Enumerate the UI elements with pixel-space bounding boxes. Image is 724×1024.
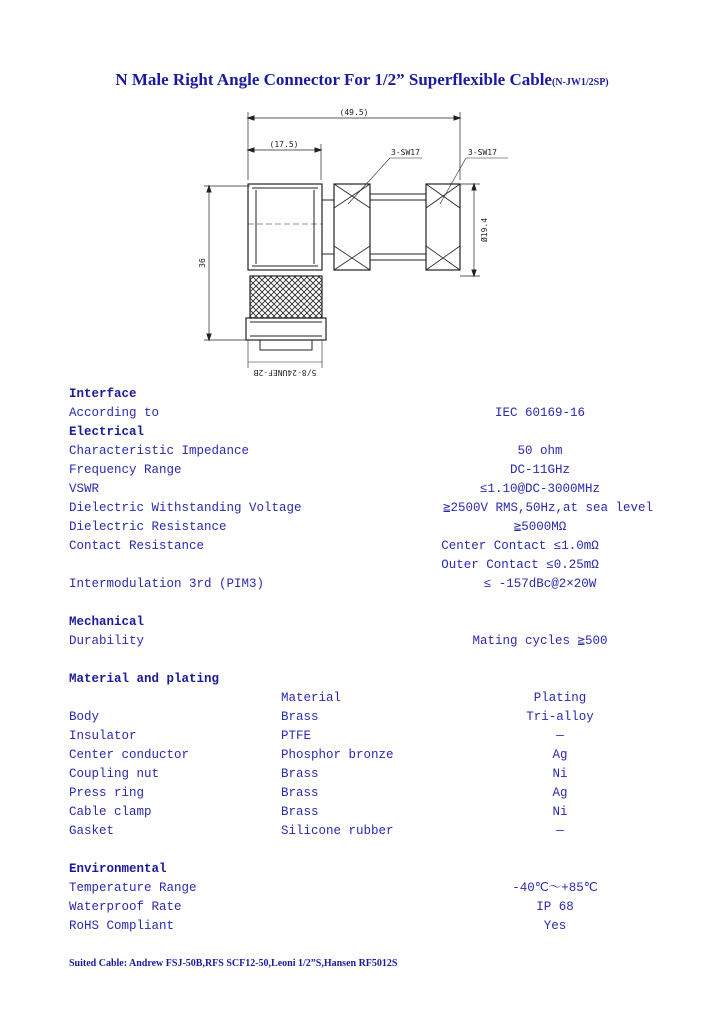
material-header: Material and plating (69, 672, 220, 686)
spec-value: Outer Contact ≤0.25mΩ (441, 558, 599, 572)
electrical-row (0, 556, 724, 575)
part-material: Brass (281, 786, 319, 800)
part-plating: — (556, 824, 564, 838)
dim-overall-length: (49.5) (339, 108, 369, 117)
spec-value: ≤1.10@DC-3000MHz (479, 482, 601, 496)
environmental-row (0, 898, 724, 917)
dim-diameter: Ø19.4 (480, 217, 489, 243)
electrical-row (0, 499, 724, 518)
part-material: Brass (281, 805, 319, 819)
spec-value: ≧5000MΩ (513, 520, 567, 534)
hex-size-right: 3-SW17 (468, 148, 497, 157)
part-material: PTFE (281, 729, 312, 743)
part-plating: Ni (552, 805, 568, 819)
part-name: Insulator (69, 729, 137, 743)
electrical-row (0, 480, 724, 499)
spec-label: Temperature Range (69, 881, 197, 895)
suited-cable-note: Suited Cable: Andrew FSJ-50B,RFS SCF12-50,Leoni 1/2”S,Hansen RF5012S (69, 958, 398, 969)
environmental-row (0, 917, 724, 936)
electrical-row (0, 575, 724, 594)
spec-value: ≧2500V RMS,50Hz,at sea level (442, 501, 654, 515)
material-column-headers (0, 689, 724, 708)
material-column-header: Material (281, 691, 342, 705)
part-name: Gasket (69, 824, 115, 838)
spec-value: 50 ohm (517, 444, 563, 458)
spec-label: RoHS Compliant (69, 919, 175, 933)
thread-spec: 5/8-24UNEF-2B (253, 368, 317, 377)
spec-label: VSWR (69, 482, 100, 496)
material-row (0, 803, 724, 822)
interface-header: Interface (69, 387, 137, 401)
part-name: Cable clamp (69, 805, 152, 819)
part-material: Silicone rubber (281, 824, 394, 838)
spec-label: Intermodulation 3rd (PIM3) (69, 577, 265, 591)
spec-value: Center Contact ≤1.0mΩ (441, 539, 599, 553)
spec-label: Durability (69, 634, 145, 648)
spec-value: Mating cycles ≧500 (472, 634, 608, 648)
spec-value: DC-11GHz (509, 463, 570, 477)
part-name: Body (69, 710, 100, 724)
part-plating: — (556, 729, 564, 743)
title-main: N Male Right Angle Connector For 1/2” Superflexible Cable (115, 70, 552, 89)
part-plating: Ag (552, 748, 568, 762)
page-title (0, 70, 724, 90)
material-row (0, 746, 724, 765)
environmental-row (0, 879, 724, 898)
spec-label: Dielectric Resistance (69, 520, 227, 534)
part-name: Center conductor (69, 748, 190, 762)
spec-label: According to (69, 406, 160, 420)
dim-body-length: (17.5) (269, 140, 299, 149)
electrical-header: Electrical (69, 425, 145, 439)
connector-drawing (190, 100, 530, 380)
spec-label: Characteristic Impedance (69, 444, 250, 458)
spec-value: IP 68 (536, 900, 574, 914)
electrical-row (0, 537, 724, 556)
electrical-row (0, 442, 724, 461)
material-row (0, 708, 724, 727)
part-plating: Ni (552, 767, 568, 781)
part-material: Brass (281, 767, 319, 781)
electrical-row (0, 518, 724, 537)
part-plating: Tri-alloy (526, 710, 594, 724)
spec-value: -40℃～+85℃ (512, 881, 598, 895)
dim-height: 36 (198, 258, 207, 268)
spec-label: Dielectric Withstanding Voltage (69, 501, 302, 515)
interface-row (0, 404, 724, 423)
material-row (0, 727, 724, 746)
material-row (0, 822, 724, 841)
part-material: Phosphor bronze (281, 748, 394, 762)
mechanical-row (0, 632, 724, 651)
environmental-header: Environmental (69, 862, 167, 876)
material-row (0, 784, 724, 803)
material-row (0, 765, 724, 784)
hex-size-left: 3-SW17 (391, 148, 420, 157)
spec-value: IEC 60169-16 (494, 406, 585, 420)
mechanical-header: Mechanical (69, 615, 145, 629)
plating-column-header: Plating (533, 691, 587, 705)
spec-value: ≤ -157dBc@2×20W (483, 577, 597, 591)
part-name: Press ring (69, 786, 145, 800)
spec-label: Contact Resistance (69, 539, 205, 553)
part-material: Brass (281, 710, 319, 724)
title-part-code: (N-JW1/2SP) (551, 77, 609, 88)
spec-label: Waterproof Rate (69, 900, 182, 914)
electrical-row (0, 461, 724, 480)
part-plating: Ag (552, 786, 568, 800)
part-name: Coupling nut (69, 767, 160, 781)
spec-label: Frequency Range (69, 463, 182, 477)
spec-value: Yes (543, 919, 567, 933)
